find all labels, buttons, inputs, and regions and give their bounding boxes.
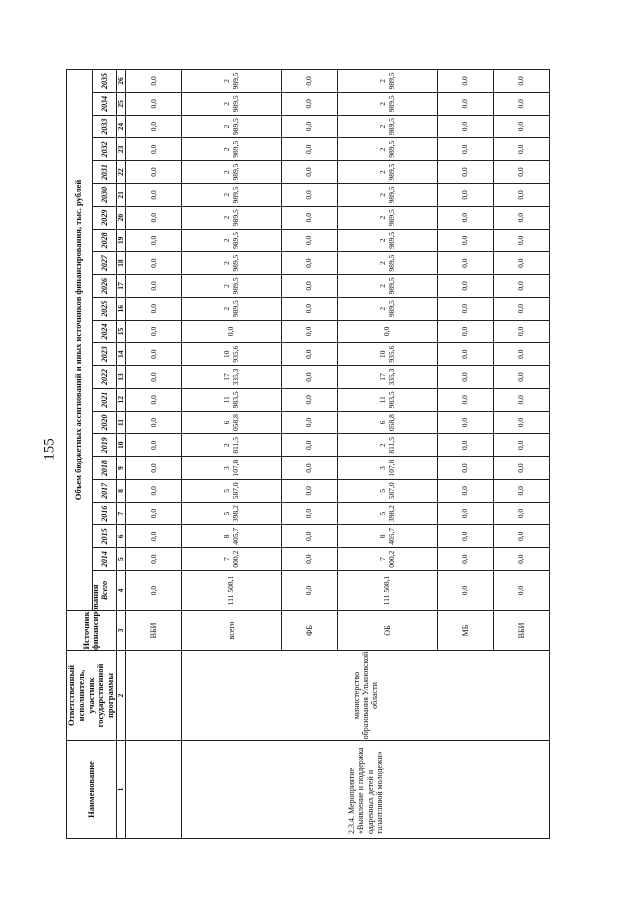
amount-cell: 2 989,5: [182, 206, 282, 229]
measure-name: 2.3.4. Мероприятие «Выявление и поддержка одаренных детей и талантливой молодежи»: [182, 741, 550, 839]
amount-cell: 0,0: [282, 366, 338, 389]
column-number: 11: [116, 411, 126, 434]
amount-cell: 0,0: [126, 206, 182, 229]
amount-cell: 2 989,5: [338, 183, 438, 206]
column-number: 15: [116, 320, 126, 343]
amount-cell: 0,0: [126, 229, 182, 252]
amount-cell: 0,0: [438, 525, 494, 548]
amount-cell: 0,0: [126, 161, 182, 184]
amount-cell: 0,0: [438, 366, 494, 389]
amount-cell: 0,0: [494, 571, 550, 611]
amount-cell: 2 811,5: [338, 434, 438, 457]
amount-cell: 0,0: [494, 138, 550, 161]
amount-cell: 2 989,5: [338, 115, 438, 138]
header-year: 2026: [92, 275, 116, 298]
rotated-table-wrapper: [66, 69, 526, 839]
column-number: 10: [116, 434, 126, 457]
amount-cell: 0,0: [282, 183, 338, 206]
amount-cell: 0,0: [438, 571, 494, 611]
amount-cell: 0,0: [438, 502, 494, 525]
header-year: 2025: [92, 297, 116, 320]
empty-cell: [126, 741, 182, 839]
amount-cell: 0,0: [282, 206, 338, 229]
header-source: Источник финансирования: [67, 611, 117, 651]
amount-cell: 0,0: [282, 502, 338, 525]
amount-cell: 2 989,5: [338, 206, 438, 229]
amount-cell: 0,0: [282, 457, 338, 480]
amount-cell: 0,0: [282, 138, 338, 161]
amount-cell: 0,0: [438, 275, 494, 298]
amount-cell: 0,0: [126, 320, 182, 343]
header-total: Всего: [92, 571, 116, 611]
amount-cell: 0,0: [126, 92, 182, 115]
amount-cell: 0,0: [494, 92, 550, 115]
amount-cell: 0,0: [494, 206, 550, 229]
amount-cell: 0,0: [282, 571, 338, 611]
amount-cell: 0,0: [282, 92, 338, 115]
amount-cell: 5 398,2: [338, 502, 438, 525]
column-number: 7: [116, 502, 126, 525]
amount-cell: 0,0: [438, 434, 494, 457]
header-year: 2019: [92, 434, 116, 457]
page-number: 155: [41, 438, 58, 461]
amount-cell: 0,0: [494, 457, 550, 480]
amount-cell: 0,0: [438, 548, 494, 571]
header-year: 2027: [92, 252, 116, 275]
amount-cell: 0,0: [438, 343, 494, 366]
amount-cell: 0,0: [438, 297, 494, 320]
amount-cell: 0,0: [282, 275, 338, 298]
funding-source: ФБ: [282, 611, 338, 651]
column-number: 17: [116, 275, 126, 298]
amount-cell: 0,0: [126, 70, 182, 93]
amount-cell: 7 000,2: [338, 548, 438, 571]
amount-cell: 17 335,3: [182, 366, 282, 389]
header-year: 2032: [92, 138, 116, 161]
column-number: 4: [116, 571, 126, 611]
amount-cell: 5 587,0: [182, 479, 282, 502]
amount-cell: 2 989,5: [338, 161, 438, 184]
column-number: 23: [116, 138, 126, 161]
amount-cell: 0,0: [182, 320, 282, 343]
amount-cell: 2 989,5: [182, 161, 282, 184]
amount-cell: 10 935,6: [338, 343, 438, 366]
amount-cell: 2 811,5: [182, 434, 282, 457]
header-year: 2015: [92, 525, 116, 548]
header-year: 2021: [92, 388, 116, 411]
amount-cell: 0,0: [126, 343, 182, 366]
header-year: 2016: [92, 502, 116, 525]
amount-cell: 0,0: [494, 115, 550, 138]
amount-cell: 0,0: [282, 115, 338, 138]
amount-cell: 7 000,2: [182, 548, 282, 571]
amount-cell: 0,0: [126, 479, 182, 502]
amount-cell: 0,0: [438, 457, 494, 480]
header-year: 2035: [92, 70, 116, 93]
amount-cell: 0,0: [126, 138, 182, 161]
amount-cell: 5 398,2: [182, 502, 282, 525]
amount-cell: 0,0: [494, 229, 550, 252]
amount-cell: 0,0: [494, 183, 550, 206]
amount-cell: 0,0: [126, 525, 182, 548]
amount-cell: 0,0: [126, 252, 182, 275]
amount-cell: 17 335,3: [338, 366, 438, 389]
amount-cell: 0,0: [438, 138, 494, 161]
column-number: 22: [116, 161, 126, 184]
amount-cell: 2 989,5: [338, 229, 438, 252]
header-year: 2023: [92, 343, 116, 366]
amount-cell: 2 989,5: [338, 297, 438, 320]
header-year: 2031: [92, 161, 116, 184]
amount-cell: 0,0: [126, 548, 182, 571]
amount-cell: 0,0: [126, 388, 182, 411]
amount-cell: 0,0: [438, 252, 494, 275]
amount-cell: 3 107,8: [338, 457, 438, 480]
amount-cell: 0,0: [282, 252, 338, 275]
header-year: 2028: [92, 229, 116, 252]
header-year: 2030: [92, 183, 116, 206]
column-number: 21: [116, 183, 126, 206]
amount-cell: 0,0: [438, 479, 494, 502]
amount-cell: 11 983,5: [182, 388, 282, 411]
amount-cell: 0,0: [282, 411, 338, 434]
header-row-1: [67, 70, 93, 839]
amount-cell: 0,0: [494, 548, 550, 571]
amount-cell: 2 989,5: [338, 252, 438, 275]
header-year: 2029: [92, 206, 116, 229]
table-body: [126, 70, 549, 839]
amount-cell: 0,0: [494, 479, 550, 502]
column-number: 25: [116, 92, 126, 115]
amount-cell: 8 405,7: [182, 525, 282, 548]
amount-cell: 0,0: [494, 252, 550, 275]
amount-cell: 0,0: [438, 115, 494, 138]
amount-cell: 11 983,5: [338, 388, 438, 411]
column-number: 13: [116, 366, 126, 389]
amount-cell: 0,0: [282, 70, 338, 93]
amount-cell: 0,0: [438, 388, 494, 411]
amount-cell: 0,0: [438, 183, 494, 206]
amount-cell: 2 989,5: [338, 70, 438, 93]
amount-cell: 0,0: [438, 92, 494, 115]
amount-cell: 0,0: [438, 161, 494, 184]
amount-cell: 0,0: [126, 502, 182, 525]
table-row: [126, 70, 182, 839]
column-number: 14: [116, 343, 126, 366]
amount-cell: 0,0: [282, 343, 338, 366]
amount-cell: 0,0: [282, 479, 338, 502]
funding-source: МБ: [438, 611, 494, 651]
amount-cell: 0,0: [494, 297, 550, 320]
column-number-row: [116, 70, 126, 839]
amount-cell: 0,0: [494, 161, 550, 184]
header-executor: Ответственный исполнитель, участник государственной программы: [67, 651, 117, 741]
amount-cell: 0,0: [126, 411, 182, 434]
amount-cell: 0,0: [494, 275, 550, 298]
funding-source: ВБИ: [126, 611, 182, 651]
column-number: 16: [116, 297, 126, 320]
amount-cell: 6 058,8: [338, 411, 438, 434]
column-number: 18: [116, 252, 126, 275]
column-number: 2: [116, 651, 126, 741]
column-number: 6: [116, 525, 126, 548]
amount-cell: 0,0: [282, 388, 338, 411]
amount-cell: 111 508,1: [182, 571, 282, 611]
header-year: 2033: [92, 115, 116, 138]
amount-cell: 0,0: [282, 525, 338, 548]
column-number: 12: [116, 388, 126, 411]
funding-source: ВБИ: [494, 611, 550, 651]
amount-cell: 2 989,5: [182, 92, 282, 115]
amount-cell: 2 989,5: [182, 138, 282, 161]
amount-cell: 2 989,5: [182, 297, 282, 320]
amount-cell: 0,0: [126, 297, 182, 320]
amount-cell: 0,0: [126, 275, 182, 298]
column-number: 24: [116, 115, 126, 138]
amount-cell: 0,0: [494, 502, 550, 525]
financing-table-sheet: [66, 69, 526, 839]
header-year: 2017: [92, 479, 116, 502]
column-number: 20: [116, 206, 126, 229]
column-number: 3: [116, 611, 126, 651]
amount-cell: 0,0: [494, 434, 550, 457]
amount-cell: 0,0: [494, 343, 550, 366]
amount-cell: 2 989,5: [338, 275, 438, 298]
amount-cell: 0,0: [282, 161, 338, 184]
table-row: [182, 70, 282, 839]
amount-cell: 0,0: [494, 366, 550, 389]
amount-cell: 2 989,5: [338, 138, 438, 161]
header-year: 2018: [92, 457, 116, 480]
amount-cell: 0,0: [338, 320, 438, 343]
amount-cell: 0,0: [438, 206, 494, 229]
header-volume: Объем бюджетных ассигнований и иных источников финансирования, тыс. рублей: [67, 70, 93, 611]
header-name: Наименование: [67, 741, 117, 839]
amount-cell: 0,0: [494, 388, 550, 411]
amount-cell: 0,0: [126, 434, 182, 457]
amount-cell: 2 989,5: [182, 275, 282, 298]
amount-cell: 0,0: [126, 366, 182, 389]
column-number: 26: [116, 70, 126, 93]
amount-cell: 5 587,0: [338, 479, 438, 502]
amount-cell: 0,0: [282, 320, 338, 343]
amount-cell: 10 935,6: [182, 343, 282, 366]
header-year: 2014: [92, 548, 116, 571]
amount-cell: 0,0: [282, 434, 338, 457]
amount-cell: 2 989,5: [182, 183, 282, 206]
amount-cell: 2 989,5: [182, 252, 282, 275]
amount-cell: 0,0: [438, 70, 494, 93]
amount-cell: 2 989,5: [338, 92, 438, 115]
amount-cell: 0,0: [438, 229, 494, 252]
column-number: 19: [116, 229, 126, 252]
amount-cell: 2 989,5: [182, 115, 282, 138]
amount-cell: 0,0: [126, 457, 182, 480]
amount-cell: 0,0: [494, 320, 550, 343]
amount-cell: 0,0: [282, 548, 338, 571]
header-year: 2022: [92, 366, 116, 389]
amount-cell: 111 508,1: [338, 571, 438, 611]
header-year: 2020: [92, 411, 116, 434]
amount-cell: 0,0: [438, 320, 494, 343]
amount-cell: 0,0: [282, 229, 338, 252]
amount-cell: 0,0: [126, 183, 182, 206]
empty-cell: [126, 651, 182, 741]
amount-cell: 0,0: [126, 571, 182, 611]
amount-cell: 6 058,8: [182, 411, 282, 434]
amount-cell: 2 989,5: [182, 70, 282, 93]
header-year: 2034: [92, 92, 116, 115]
column-number: 8: [116, 479, 126, 502]
column-number: 9: [116, 457, 126, 480]
column-number: 5: [116, 548, 126, 571]
amount-cell: 0,0: [282, 297, 338, 320]
amount-cell: 2 989,5: [182, 229, 282, 252]
amount-cell: 0,0: [126, 115, 182, 138]
column-number: 1: [116, 741, 126, 839]
measure-executor: министерство образования Ульяновской области: [182, 651, 550, 741]
header-year: 2024: [92, 320, 116, 343]
funding-source: ОБ: [338, 611, 438, 651]
amount-cell: 3 107,8: [182, 457, 282, 480]
amount-cell: 0,0: [438, 411, 494, 434]
amount-cell: 0,0: [494, 70, 550, 93]
amount-cell: 0,0: [494, 525, 550, 548]
amount-cell: 0,0: [494, 411, 550, 434]
funding-source: всего: [182, 611, 282, 651]
amount-cell: 8 405,7: [338, 525, 438, 548]
financing-table: [66, 69, 550, 839]
